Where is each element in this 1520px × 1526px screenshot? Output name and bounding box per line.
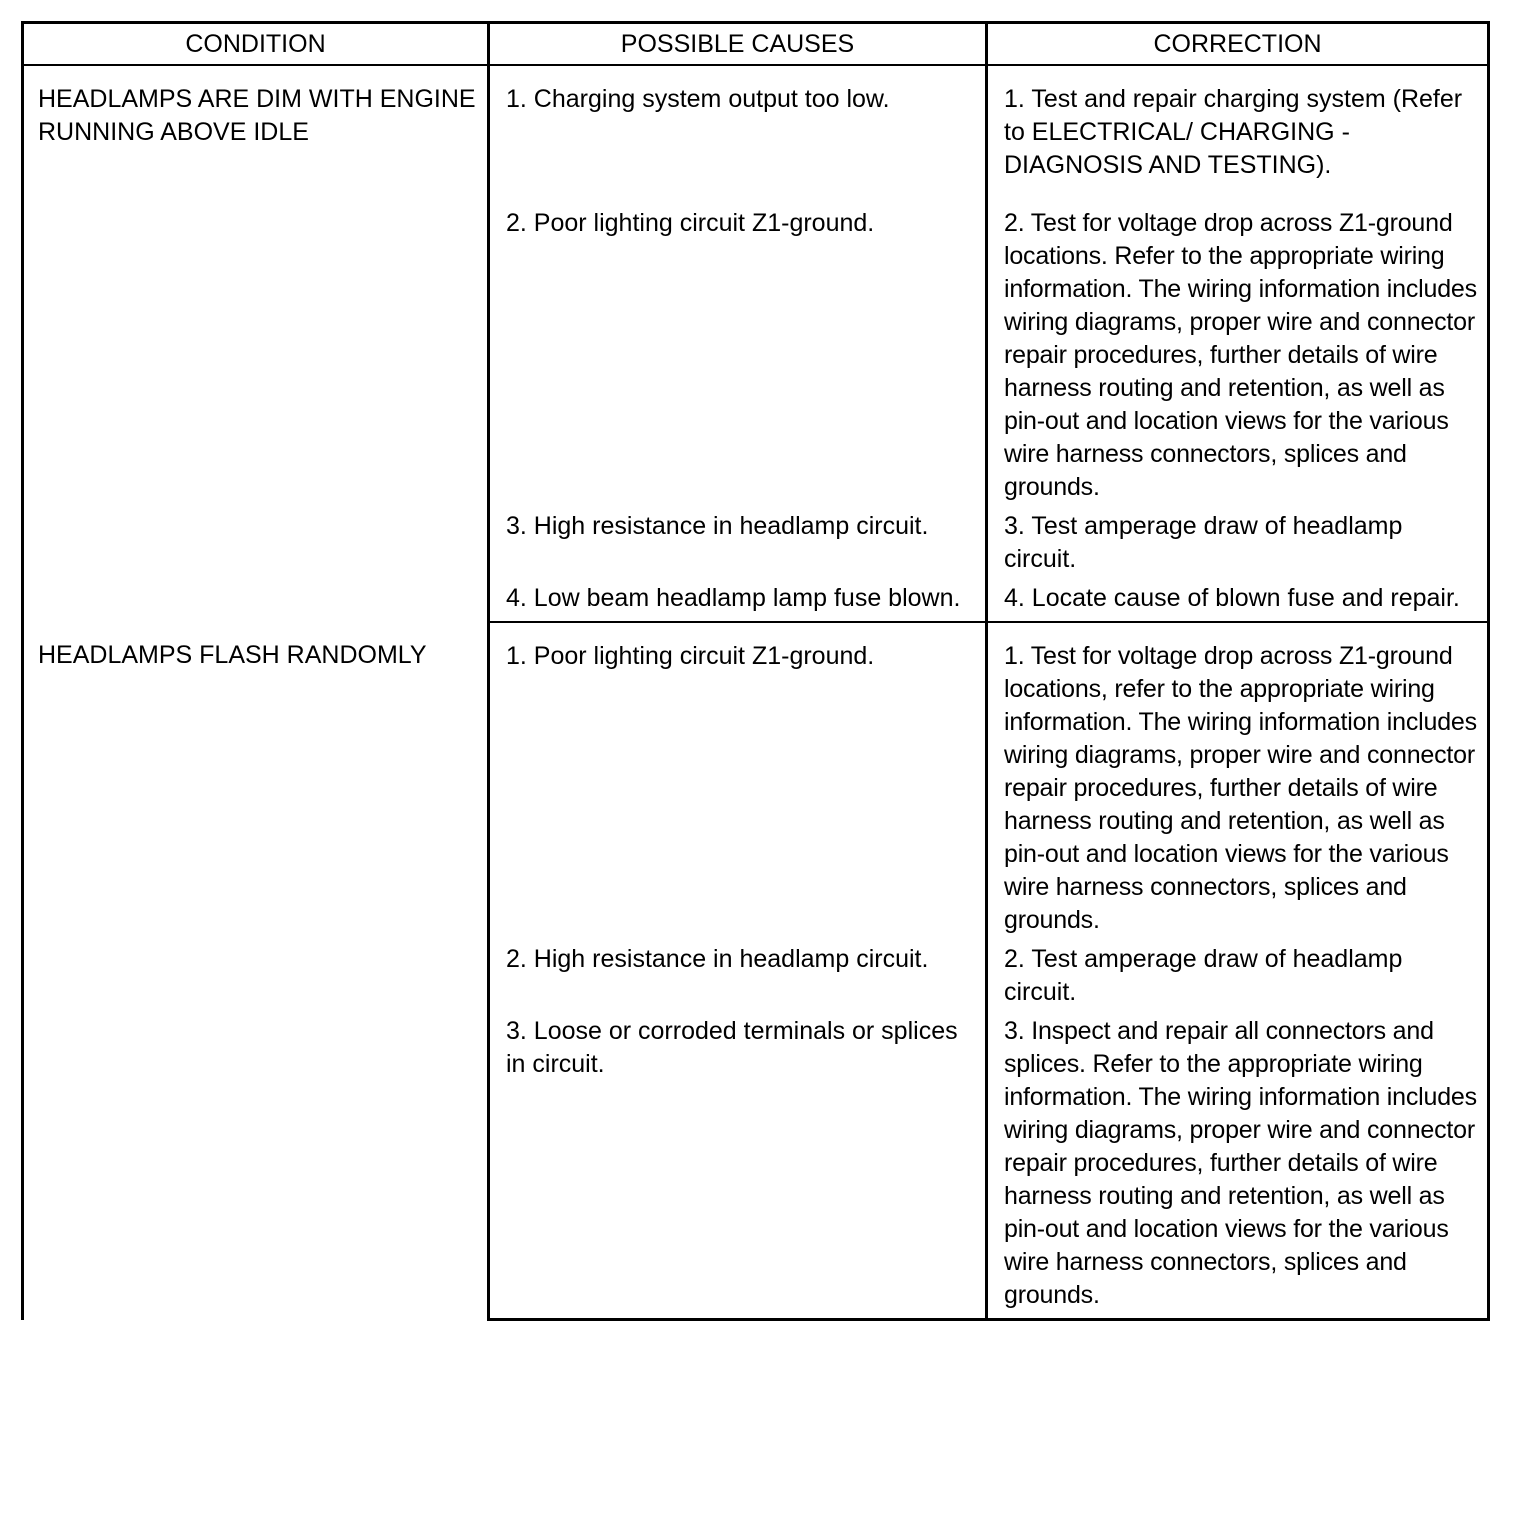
cause-cell: 3. Loose or corroded terminals or splices in circuit. xyxy=(489,1009,987,1320)
header-possible-causes: POSSIBLE CAUSES xyxy=(489,23,987,66)
cause-cell: 1. Charging system output too low. xyxy=(489,65,987,190)
correction-cell: 4. Locate cause of blown fuse and repair. xyxy=(987,576,1489,622)
correction-cell: 1. Test and repair charging system (Refer to ELECTRICAL/ CHARGING - DIAGNOSIS AND TESTING). xyxy=(987,65,1489,190)
header-condition: CONDITION xyxy=(23,23,489,66)
cause-cell: 2. Poor lighting circuit Z1-ground. xyxy=(489,190,987,504)
cause-cell: 2. High resistance in headlamp circuit. xyxy=(489,937,987,1009)
correction-cell: 2. Test amperage draw of headlamp circuit. xyxy=(987,937,1489,1009)
table-row xyxy=(23,622,1489,937)
correction-cell: 1. Test for voltage drop across Z1-ground locations, refer to the appropriate wiring information. The wiring information includes wiring diagrams, proper wire and connector repair procedures, further details of wire harness routing and retention, as well as pin-out and location views for the various wire harness connectors, splices and grounds. xyxy=(987,622,1489,937)
cause-cell: 1. Poor lighting circuit Z1-ground. xyxy=(489,622,987,937)
cause-cell: 3. High resistance in headlamp circuit. xyxy=(489,504,987,576)
table-row xyxy=(23,65,1489,190)
diagnosis-table xyxy=(21,21,1490,1321)
correction-cell: 2. Test for voltage drop across Z1-ground locations. Refer to the appropriate wiring information. The wiring information includes wiring diagrams, proper wire and connector repair procedures, further details of wire harness routing and retention, as well as pin-out and location views for the various wire harness connectors, splices and grounds. xyxy=(987,190,1489,504)
header-correction: CORRECTION xyxy=(987,23,1489,66)
correction-cell: 3. Test amperage draw of headlamp circuit. xyxy=(987,504,1489,576)
condition-cell: HEADLAMPS FLASH RANDOMLY xyxy=(23,622,489,1320)
cause-cell: 4. Low beam headlamp lamp fuse blown. xyxy=(489,576,987,622)
condition-cell: HEADLAMPS ARE DIM WITH ENGINE RUNNING ABOVE IDLE xyxy=(23,65,489,622)
header-row xyxy=(23,23,1489,66)
correction-cell: 3. Inspect and repair all connectors and splices. Refer to the appropriate wiring information. The wiring information includes wiring diagrams, proper wire and connector repair procedures, further details of wire harness routing and retention, as well as pin-out and location views for the various wire harness connectors, splices and grounds. xyxy=(987,1009,1489,1320)
